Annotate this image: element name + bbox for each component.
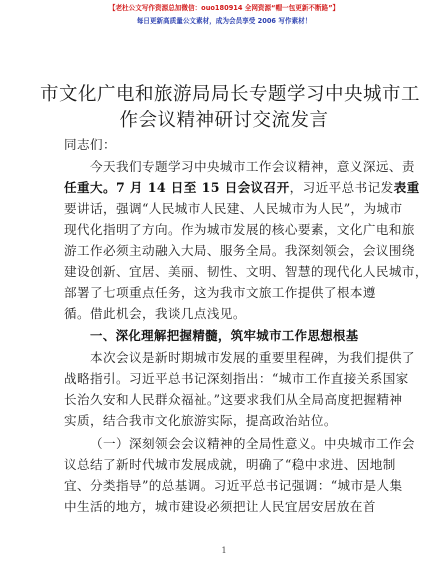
paragraph-2-line-4: 实质，结合我市文化旅游实际，提高政治站位。 [64,413,337,428]
paragraph-2-line-1: 本次会议是新时期城市发展的重要里程碑，为我们提供了 [90,350,415,365]
title-line-2: 作会议精神研讨交流发言 [119,110,329,131]
title-line-1: 市文化广电和旅游局局长专题学习中央城市工 [40,84,421,105]
paragraph-1-line-8: 循。借此机会，我谈几点浅见。 [64,306,246,321]
paragraph-1-line-5: 游工作必须主动融入大局、服务全局。我深刻领会，会议围绕 [64,243,415,258]
paragraph-1-line-1: 今天我们专题学习中央城市工作会议精神，意义深远、责 [90,159,415,174]
section-heading-1: 一、深化理解把握精髓，筑牢城市工作思想根基 [90,328,359,343]
paragraph-1-line-4: 现代化指明了方向。作为城市发展的核心要素，文化广电和旅 [64,222,415,237]
paragraph-1-line-7: 部署了七项重点任务，这为我市文旅工作提供了根本遵 [64,285,376,300]
bold-text: 表重 [393,180,420,195]
document-title [40,82,421,134]
promo-banner-line-2: 每日更新高质量公文素材，成为会员享受 2006 写作素材！ [136,17,312,25]
paragraph-1-line-6: 建设创新、宜居、美丽、韧性、文明、智慧的现代化人民城市， [64,264,428,279]
paragraph-1-line-2 [64,179,420,196]
bold-text: 任重大。7 月 14 日至 15 日会议召开 [64,180,290,195]
paragraph-3-line-3: 宜、分类指导”的总基调。习近平总书记强调：“城市是人集 [64,478,403,493]
paragraph-3-line-1: （一）深刻领会会议精神的全局性意义。中央城市工作会 [90,436,415,451]
plain-text: ，习近平总书记发 [289,180,394,195]
paragraph-2-line-3: 长治久安和人民群众福祉。”这要求我们从全局高度把握精神 [64,392,403,407]
paragraph-1-line-3: 要讲话，强调“人民城市人民建、人民城市为人民”，为城市 [64,201,403,216]
salutation: 同志们： [64,137,116,152]
promo-banner-line-1: 【老杜公文写作资源总加微信：ouo180914 全网资源“帽一包更新不断路”】 [108,4,340,12]
paragraph-2-line-2: 战略指引。习近平总书记深刻指出：“城市工作直接关系国家 [64,371,409,386]
paragraph-3-line-2: 议总结了新时代城市发展成就，明确了“稳中求进、因地制 [64,457,396,472]
page-number: 1 [221,546,227,555]
paragraph-3-line-4: 中生活的地方，城市建设必须把让人民宜居安居放在首 [64,499,376,514]
